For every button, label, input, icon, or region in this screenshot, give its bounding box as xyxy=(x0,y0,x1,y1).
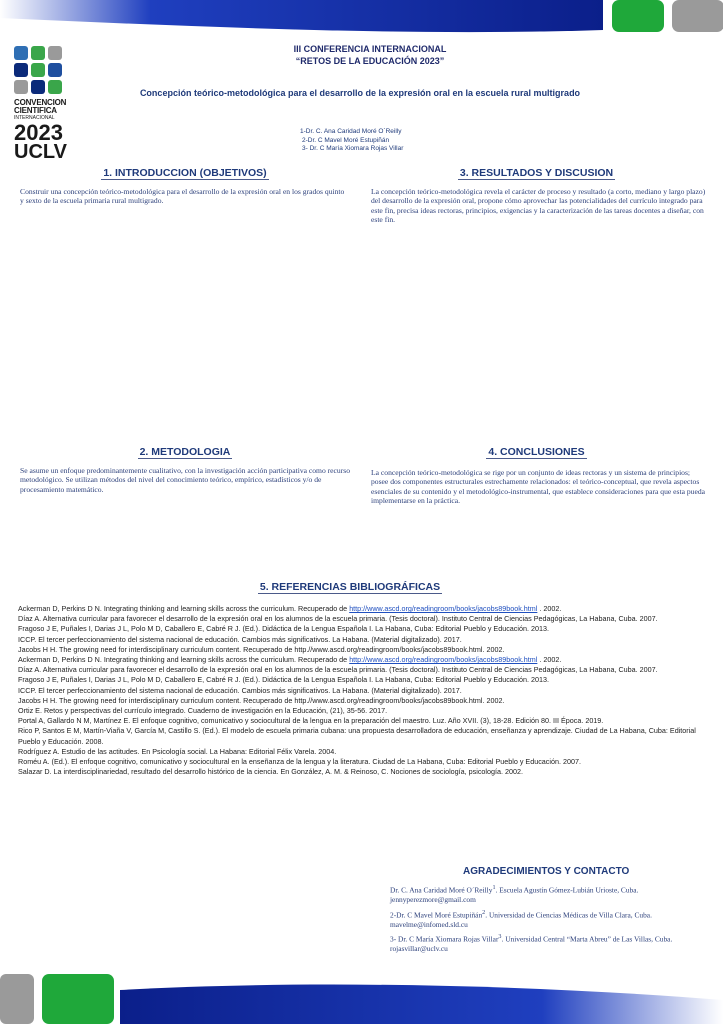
conclusions-heading: 4. CONCLUSIONES xyxy=(488,446,585,458)
contact-2: 2-Dr. C Mavel Moré Estupiñán$^2$. Universidad de Ciencias Médicas de Villa Clara, Cuba. mavelme@infomed.sld.cu xyxy=(390,909,652,929)
footer-band xyxy=(0,972,723,1024)
conference-line1: III CONFERENCIA INTERNACIONAL xyxy=(293,44,447,54)
logo-tile xyxy=(14,80,28,94)
intro-heading: 1. INTRODUCCION (OBJETIVOS) xyxy=(103,167,267,179)
reference-list xyxy=(18,604,708,777)
conference-logo xyxy=(14,46,70,163)
conclusions-text: La concepción teórico-metodológica se rige por un conjunto de ideas rectoras y un sistema de principios; posee dos componentes estructurales estrechamente relacionados: el teórico-conceptual, que revela aspectos esenciales de su contenido y el metodológico-instrumental, que establece consideraciones para que esta pueda implementarse en la práctica. xyxy=(371,468,705,506)
conference-line2: “RETOS DE LA EDUCACIÓN 2023” xyxy=(295,56,445,66)
author-list xyxy=(300,128,440,154)
reference-item: Portal A, Gallardo N M, Martínez E. El enfoque cognitivo, comunicativo y sociocultural de la lengua en la preparación del maestro. Luz. Año XVII. (3), 18-28. Edición 80. III Época. 2019. xyxy=(18,716,604,726)
intro-text: Construir una concepción teórico-metodológica para el desarrollo de la expresión oral en los grados quinto y sexto de la escuela primaria rural multigrado. xyxy=(20,187,345,206)
logo-tile xyxy=(48,63,62,77)
reference-item: ICCP. El tercer perfeccionamiento del sistema nacional de educación. Cambios más significativos. La Habana. (Material digitalizado). 2017. xyxy=(18,634,462,644)
logo-tile xyxy=(48,80,62,94)
logo-line1: CONVENCION xyxy=(14,98,67,107)
reference-item: Fragoso J E, Puñales I, Darias J L, Polo M D, Caballero E, Cabré R J. (Ed.). Didáctica de la Lengua Española I. La Habana, Cuba: Editorial Pueblo y Educación. 2013. xyxy=(18,624,549,634)
results-text: La concepción teórico-metodológica revela el carácter de proceso y resultado (a corto, mediano y largo plazo) del desarrollo de la expresión oral, propone cómo aprovechar las potencialidades del currículo integrado para este fin, precisa ideas rectoras, principios, exigencias y la caracterización de las tareas docentes a diseñar, con este fin. xyxy=(371,187,706,225)
reference-item: Roméu A. (Ed.). El enfoque cognitivo, comunicativo y sociocultural en la enseñanza de la lengua y la literatura. Ciudad de La Habana, Cuba: Editorial Pueblo y Educación. 2007. xyxy=(18,757,581,767)
reference-item: Fragoso J E, Puñales I, Darias J L, Polo M D, Caballero E, Cabré R J. (Ed.). Didáctica de la Lengua Española I. La Habana, Cuba: Editorial Pueblo y Educación. 2013. xyxy=(18,675,549,685)
reference-item: Díaz A. Alternativa curricular para favorecer el desarrollo de la expresión oral en los alumnos de la escuela primaria. (Tesis doctoral). Instituto Central de Ciencias Pedagógicas, La Habana, Cuba. 2007. xyxy=(18,665,658,675)
logo-tile xyxy=(14,46,28,60)
logo-tile xyxy=(48,46,62,60)
reference-item: Salazar D. La interdisciplinariedad, resultado del desarrollo histórico de la ciencia. En González, A. M. & Reinoso, C. Nociones de sociología, psicología. 2002. xyxy=(18,767,523,777)
reference-link[interactable]: http://www.ascd.org/readingroom/books/jacobs89book.html xyxy=(349,655,538,665)
logo-tile xyxy=(14,63,28,77)
reference-item: Ortiz E. Retos y perspectivas del currículo integrado. Cuaderno de investigación en la Educación, (21), 35-56. 2017. xyxy=(18,706,388,716)
header-band xyxy=(0,0,723,36)
method-heading: 2. METODOLOGIA xyxy=(139,446,231,458)
reference-item: Jacobs H H. The growing need for interdisciplinary curriculum content. Recuperado de http.//www.ascd.org/readingroom/books/jacobs89book.html. 2002. xyxy=(18,695,505,705)
contact-3: 3- Dr. C María Xiomara Rojas Villar$^3$. Universidad Central “Marta Abreu” de Las Villas, Cuba. rojasvillar@uclv.cu xyxy=(390,934,673,954)
method-text: Se asume un enfoque predominantemente cualitativo, con la investigación acción participativa como recurso metodológico. Se utilizan métodos del nivel del conocimiento teórico, empírico, estadísticos y/o de procesamiento matemático. xyxy=(20,466,350,494)
reference-item: Rico P, Santos E M, Martín-Viaña V, García M, Castillo S. (Ed.). El modelo de escuela primaria cubana: una propuesta desarrolladora de educación, enseñanza y aprendizaje. Ciudad de La Habana, Cuba: Editorial Pueblo y Educación. 2008. xyxy=(18,726,696,746)
header-shapes xyxy=(0,0,723,36)
footer-shapes xyxy=(0,972,723,1024)
poster-title: Concepción teórico-metodológica para el desarrollo de la expresión oral en la escuela rural multigrado xyxy=(139,88,581,98)
logo-tile xyxy=(31,46,45,60)
logo-tile xyxy=(31,63,45,77)
results-heading: 3. RESULTADOS Y DISCUSION xyxy=(459,167,614,179)
reference-item: Rodríguez A. Estudio de las actitudes. En Psicología social. La Habana: Editorial Félix Varela. 2004. xyxy=(18,746,337,756)
logo-org: UCLV xyxy=(14,141,67,163)
reference-item: Ackerman D, Perkins D N. Integrating thinking and learning skills across the curriculum. Recuperado de http://www.ascd.org/readingroom/books/jacobs89book.html . 2002. xyxy=(18,655,562,665)
logo-year: 2023 xyxy=(14,120,63,145)
reference-link[interactable]: http://www.ascd.org/readingroom/books/jacobs89book.html xyxy=(349,604,538,613)
reference-item: ICCP. El tercer perfeccionamiento del sistema nacional de educación. Cambios más significativos. La Habana. (Material digitalizado). 2017. xyxy=(18,685,462,695)
logo-line3: INTERNACIONAL xyxy=(14,115,55,121)
logo-tiles xyxy=(14,46,70,94)
author-2: 2-Dr. C Mavel Moré Estupiñán xyxy=(302,136,390,144)
logo-line2: CIENTIFICA xyxy=(14,106,57,115)
author-3: 3- Dr. C María Xiomara Rojas Villar xyxy=(302,145,404,152)
reference-item: Jacobs H H. The growing need for interdisciplinary curriculum content. Recuperado de http.//www.ascd.org/readingroom/books/jacobs89book.html. 2002. xyxy=(18,644,505,654)
reference-item: Díaz A. Alternativa curricular para favorecer el desarrollo de la expresión oral en los alumnos de la escuela primaria. (Tesis doctoral). Instituto Central de Ciencias Pedagógicas, La Habana, Cuba. 2007. xyxy=(18,614,658,624)
author-1: 1-Dr. C. Ana Caridad Moré O´Reilly xyxy=(300,128,402,135)
reference-item: Ackerman D, Perkins D N. Integrating thinking and learning skills across the curriculum. Recuperado de http://www.ascd.org/readingroom/books/jacobs89book.html . 2002. xyxy=(18,604,562,613)
acknowledgements-heading: AGRADECIMIENTOS Y CONTACTO xyxy=(463,866,630,877)
references-heading: 5. REFERENCIAS BIBLIOGRÁFICAS xyxy=(259,581,441,593)
logo-tile xyxy=(31,80,45,94)
contact-list xyxy=(390,884,710,958)
contact-1: Dr. C. Ana Caridad Moré O´Reilly$^1$. Escuela Agustín Gómez-Lubián Urioste, Cuba. jennyperezmore@gmail.com xyxy=(390,885,639,905)
